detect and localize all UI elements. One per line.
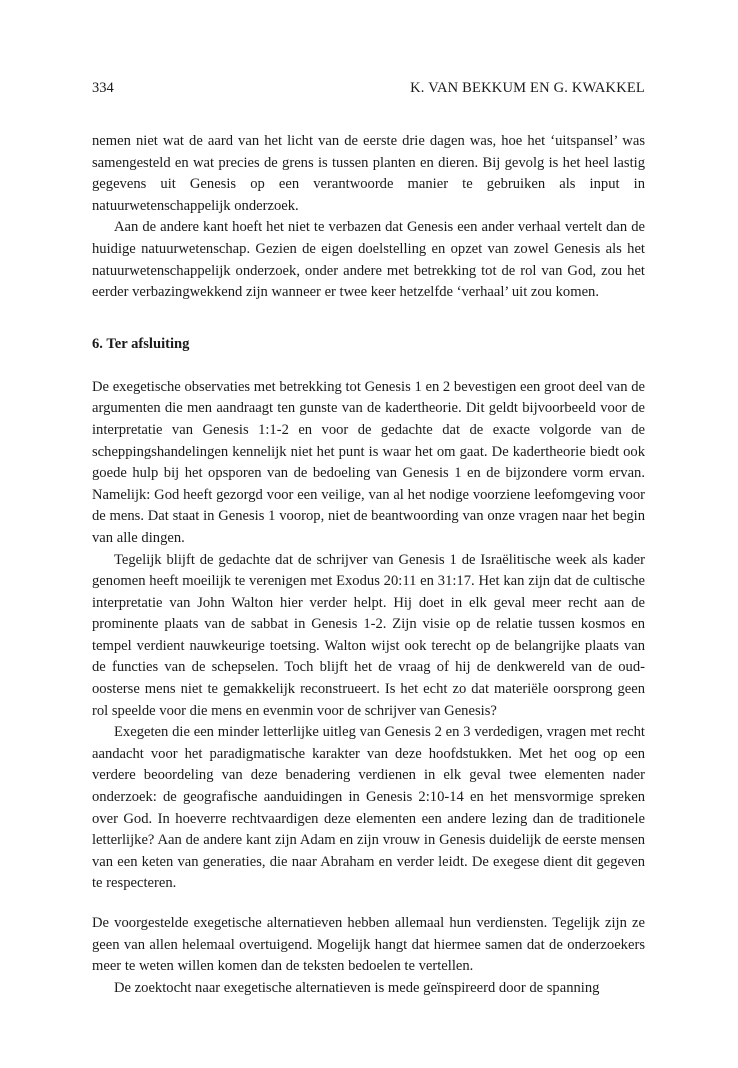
paragraph-gap (92, 895, 645, 913)
paragraph-partial: De zoektocht naar exegetische alternatieven is mede geïnspireerd door de spanning (114, 979, 600, 996)
section-heading: 6. Ter afsluiting (92, 335, 190, 352)
paragraph: De exegetische observaties met betrekking tot Genesis 1 en 2 bevestigen een groot deel van de argumenten die men aandraagt ten gunste van de kadertheorie. Dit geldt bijvoorbeeld voor de interpretatie van Genesis 1:1-2 en voor de gedachte dat de exacte volgorde van de scheppingshandelingen kennelijk niet het punt is waar het om gaat. De kadertheorie biedt ook goede hulp bij het opsporen van de bedoeling van Genesis 1 en de bijzondere vorm ervan. Namelijk: God heeft gezorgd voor een veilige, van al het nodige voorziene leefomgeving voor de mens. Dat staat in Genesis 1 voorop, niet de beantwoording van onze vragen naar het begin van alle dingen. (92, 378, 645, 546)
running-head (92, 78, 645, 98)
paragraph: Tegelijk blijft de gedachte dat de schrijver van Genesis 1 de Israëlitische week als kader genomen heeft moeilijk te verenigen met Exodus 20:11 en 31:17. Het kan zijn dat de cultische interpretatie van John Walton hier verder helpt. Hij doet in elk geval meer recht aan de prominente plaats van de sabbat in Genesis 1-2. Zijn visie op de relatie tussen kosmos en tempel verdient nauwkeurige toetsing. Walton wijst ook terecht op de belangrijke plaats van de functies van de schepselen. Toch blijft het de vraag of hij de denkwereld van de oud-oosterse mens niet te gemakkelijk reconstrueert. Is het echt zo dat materiële oorsprong geen rol speelde voor die mens en evenmin voor de schrijver van Genesis? (92, 551, 645, 719)
paragraph: De voorgestelde exegetische alternatieven hebben allemaal hun verdiensten. Tegelijk zijn ze geen van allen helemaal overtuigend. Mogelijk hangt dat hiermee samen dat de onderzoekers meer te weten willen komen dan de teksten bedoelen te vertellen. (92, 915, 645, 975)
page-number: 334 (92, 80, 114, 96)
paragraph: Exegeten die een minder letterlijke uitleg van Genesis 2 en 3 verdedigen, vragen met recht aandacht voor het paradigmatische karakter van deze hoofdstukken. Met het oog op een verdere beoordeling van deze benadering verdienen in elk geval twee elementen nader onderzoek: de geografische aanduidingen in Genesis 2:10-14 en het mensvormige spreken over God. In hoeverre rechtvaardigen deze elementen een andere lezing dan de traditionele letterlijke? Aan de andere kant zijn Adam en zijn vrouw in Genesis duidelijk de eerste mensen van een keten van generaties, die naar Abraham en verder leidt. De exegese dient dit gegeven te respecteren. (92, 724, 645, 892)
page-body (92, 78, 645, 999)
running-head-authors: K. VAN BEKKUM EN G. KWAKKEL (410, 80, 645, 96)
paragraph-continued: nemen niet wat de aard van het licht van de eerste drie dagen was, hoe het ‘uitspansel’ was samengesteld en wat precies de grens is tussen planten en dieren. Bij gevolg is het heel lastig gegevens uit Genesis op een verantwoorde manier te gebruiken als input in natuurwetenschappelijk onderzoek. (92, 133, 645, 214)
paragraph: Aan de andere kant hoeft het niet te verbazen dat Genesis een ander verhaal vertelt dan de huidige natuurwetenschap. Gezien de eigen doelstelling en opzet van zowel Genesis als het natuurwetenschappelijk onderzoek, onder andere met betrekking tot de rol van God, zou het eerder verbazingwekkend zijn wanneer er twee keer hetzelfde ‘verhaal’ uit zou komen. (92, 219, 645, 301)
